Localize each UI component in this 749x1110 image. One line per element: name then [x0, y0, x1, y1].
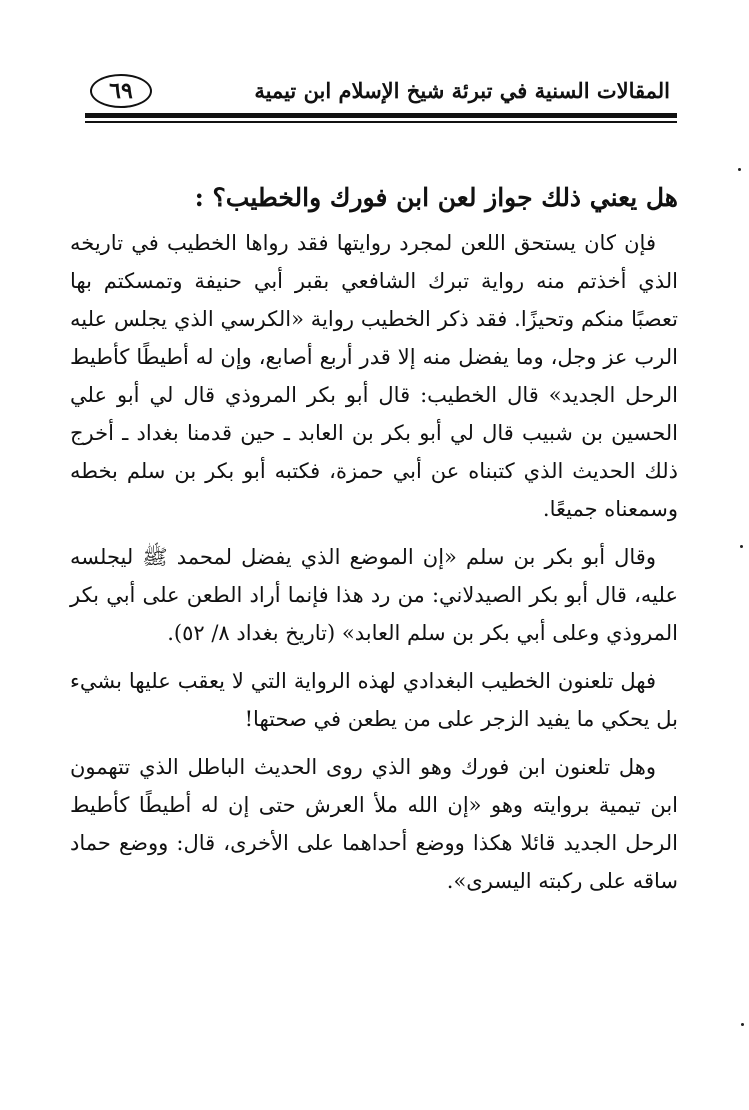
paragraph-4: وهل تلعنون ابن فورك وهو الذي روى الحديث الباطل الذي تتهمون ابن تيمية بروايته وهو «إن الله ملأ العرش حتى إن له أطيطًا كأطيط الرحل الجديد قائلا هكذا ووضع أحداهما على الأخرى، قال: ووضع حماد ساقه على ركبته اليسرى». — [70, 755, 678, 893]
paragraph-2: وقال أبو بكر بن سلم «إن الموضع الذي يفضل لمحمد ﷺ ليجلسه عليه، قال أبو بكر الصيدلاني: من رد هذا فإنما أراد الطعن على أبي بكر المروذي وعلى أبي بكر بن سلم العابد» (تاريخ بغداد ٨/ ٥٢). — [70, 545, 678, 645]
section-heading: هل يعني ذلك جواز لعن ابن فورك والخطيب؟ : — [194, 183, 678, 212]
header-rule-thick — [85, 113, 677, 118]
page-number: ٦٩ — [90, 74, 152, 108]
running-title: المقالات السنية في تبرئة شيخ الإسلام ابن تيمية — [254, 78, 670, 103]
scan-speck — [738, 168, 741, 171]
page-body — [70, 178, 678, 910]
header-rule-thin — [85, 121, 677, 123]
paragraph-3: فهل تلعنون الخطيب البغدادي لهذه الرواية التي لا يعقب عليها بشيء بل يحكي ما يفيد الزجر على من يطعن في صحتها! — [70, 669, 678, 731]
paragraph-1: فإن كان يستحق اللعن لمجرد روايتها فقد رواها الخطيب في تاريخه الذي أخذتم منه رواية تبرك الشافعي بقبر أبي حنيفة وتمسكتم بها تعصبًا منكم وتحيزًا. فقد ذكر الخطيب رواية «الكرسي الذي يجلس عليه الرب عز وجل، وما يفضل منه إلا قدر أربع أصابع، وإن له أطيطًا كأطيط الرحل الجديد» قال الخطيب: قال أبو بكر المروذي قال لي أبو علي الحسين بن شبيب قال لي أبو بكر بن العابد ـ حين قدمنا بغداد ـ أخرج ذلك الحديث الذي كتبناه عن أبي حمزة، فكتبه أبو بكر بن سلم بخطه وسمعناه جميعًا. — [70, 231, 678, 521]
page-header — [82, 72, 676, 112]
scan-speck — [741, 1023, 744, 1026]
scan-speck — [740, 545, 743, 548]
